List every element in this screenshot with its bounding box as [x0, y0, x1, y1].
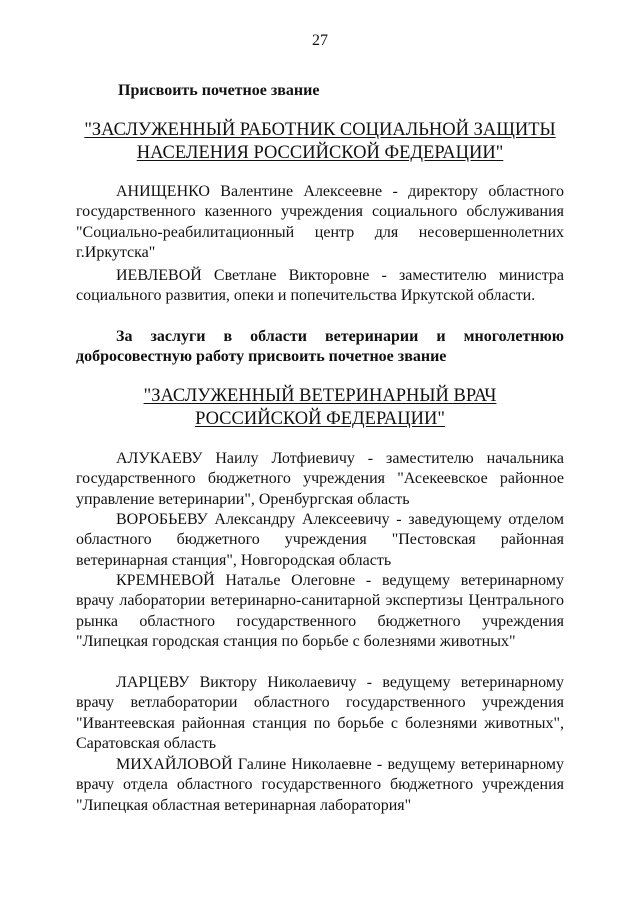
section1-title [0, 119, 640, 165]
section1-title-line1: "ЗАСЛУЖЕННЫЙ РАБОТНИК СОЦИАЛЬНОЙ ЗАЩИТЫ [84, 120, 556, 140]
award-entry: ВОРОБЬЕВУ Александру Алексеевичу - заведующему отделом областного бюджетного учреждения "Пестовская районная ветеринарная станция", Новгородская область [76, 511, 564, 569]
section2-title-line2: РОССИЙСКОЙ ФЕДЕРАЦИИ" [195, 409, 445, 429]
section2-title-line1: "ЗАСЛУЖЕННЫЙ ВЕТЕРИНАРНЫЙ ВРАЧ [143, 386, 497, 406]
award-entry: АЛУКАЕВУ Наилу Лотфиевичу - заместителю начальника государственного бюджетного учреждения "Асекеевское районное управление ветеринарии", Оренбургская область [76, 450, 564, 508]
section1-heading: Присвоить почетное звание [118, 82, 320, 99]
page-number: 27 [312, 32, 328, 49]
award-entry: ИЕВЛЕВОЙ Светлане Викторовне - заместителю министра социального развития, опеки и попечительства Иркутской области. [76, 267, 564, 305]
award-entry: ЛАРЦЕВУ Виктору Николаевичу - ведущему ветеринарному врачу ветлаборатории областного государственного учреждения "Ивантеевская районная станция по борьбе с болезнями животных", Саратовская область [76, 674, 564, 752]
section2-title [0, 385, 640, 431]
award-entry: АНИЩЕНКО Валентине Алексеевне - директору областного государственного казенного учреждения социального обслуживания "Социально-реабилитационный центр для несовершеннолетних г.Иркутска" [76, 183, 564, 261]
award-entry: КРЕМНЕВОЙ Наталье Олеговне - ведущему ветеринарному врачу лаборатории ветеринарно-санитарной экспертизы Центрального рынка областного государственного бюджетного учреждения "Липецкая городская станция по борьбе с болезнями животных" [76, 572, 564, 650]
section1-title-line2: НАСЕЛЕНИЯ РОССИЙСКОЙ ФЕДЕРАЦИИ" [136, 143, 504, 163]
section2-heading: За заслуги в области ветеринарии и многолетнюю добросовестную работу присвоить почетное звание [76, 328, 564, 366]
award-entry: МИХАЙЛОВОЙ Галине Николаевне - ведущему ветеринарному врачу отдела областного государственного бюджетного учреждения "Липецкая областная ветеринарная лаборатория" [76, 756, 564, 814]
